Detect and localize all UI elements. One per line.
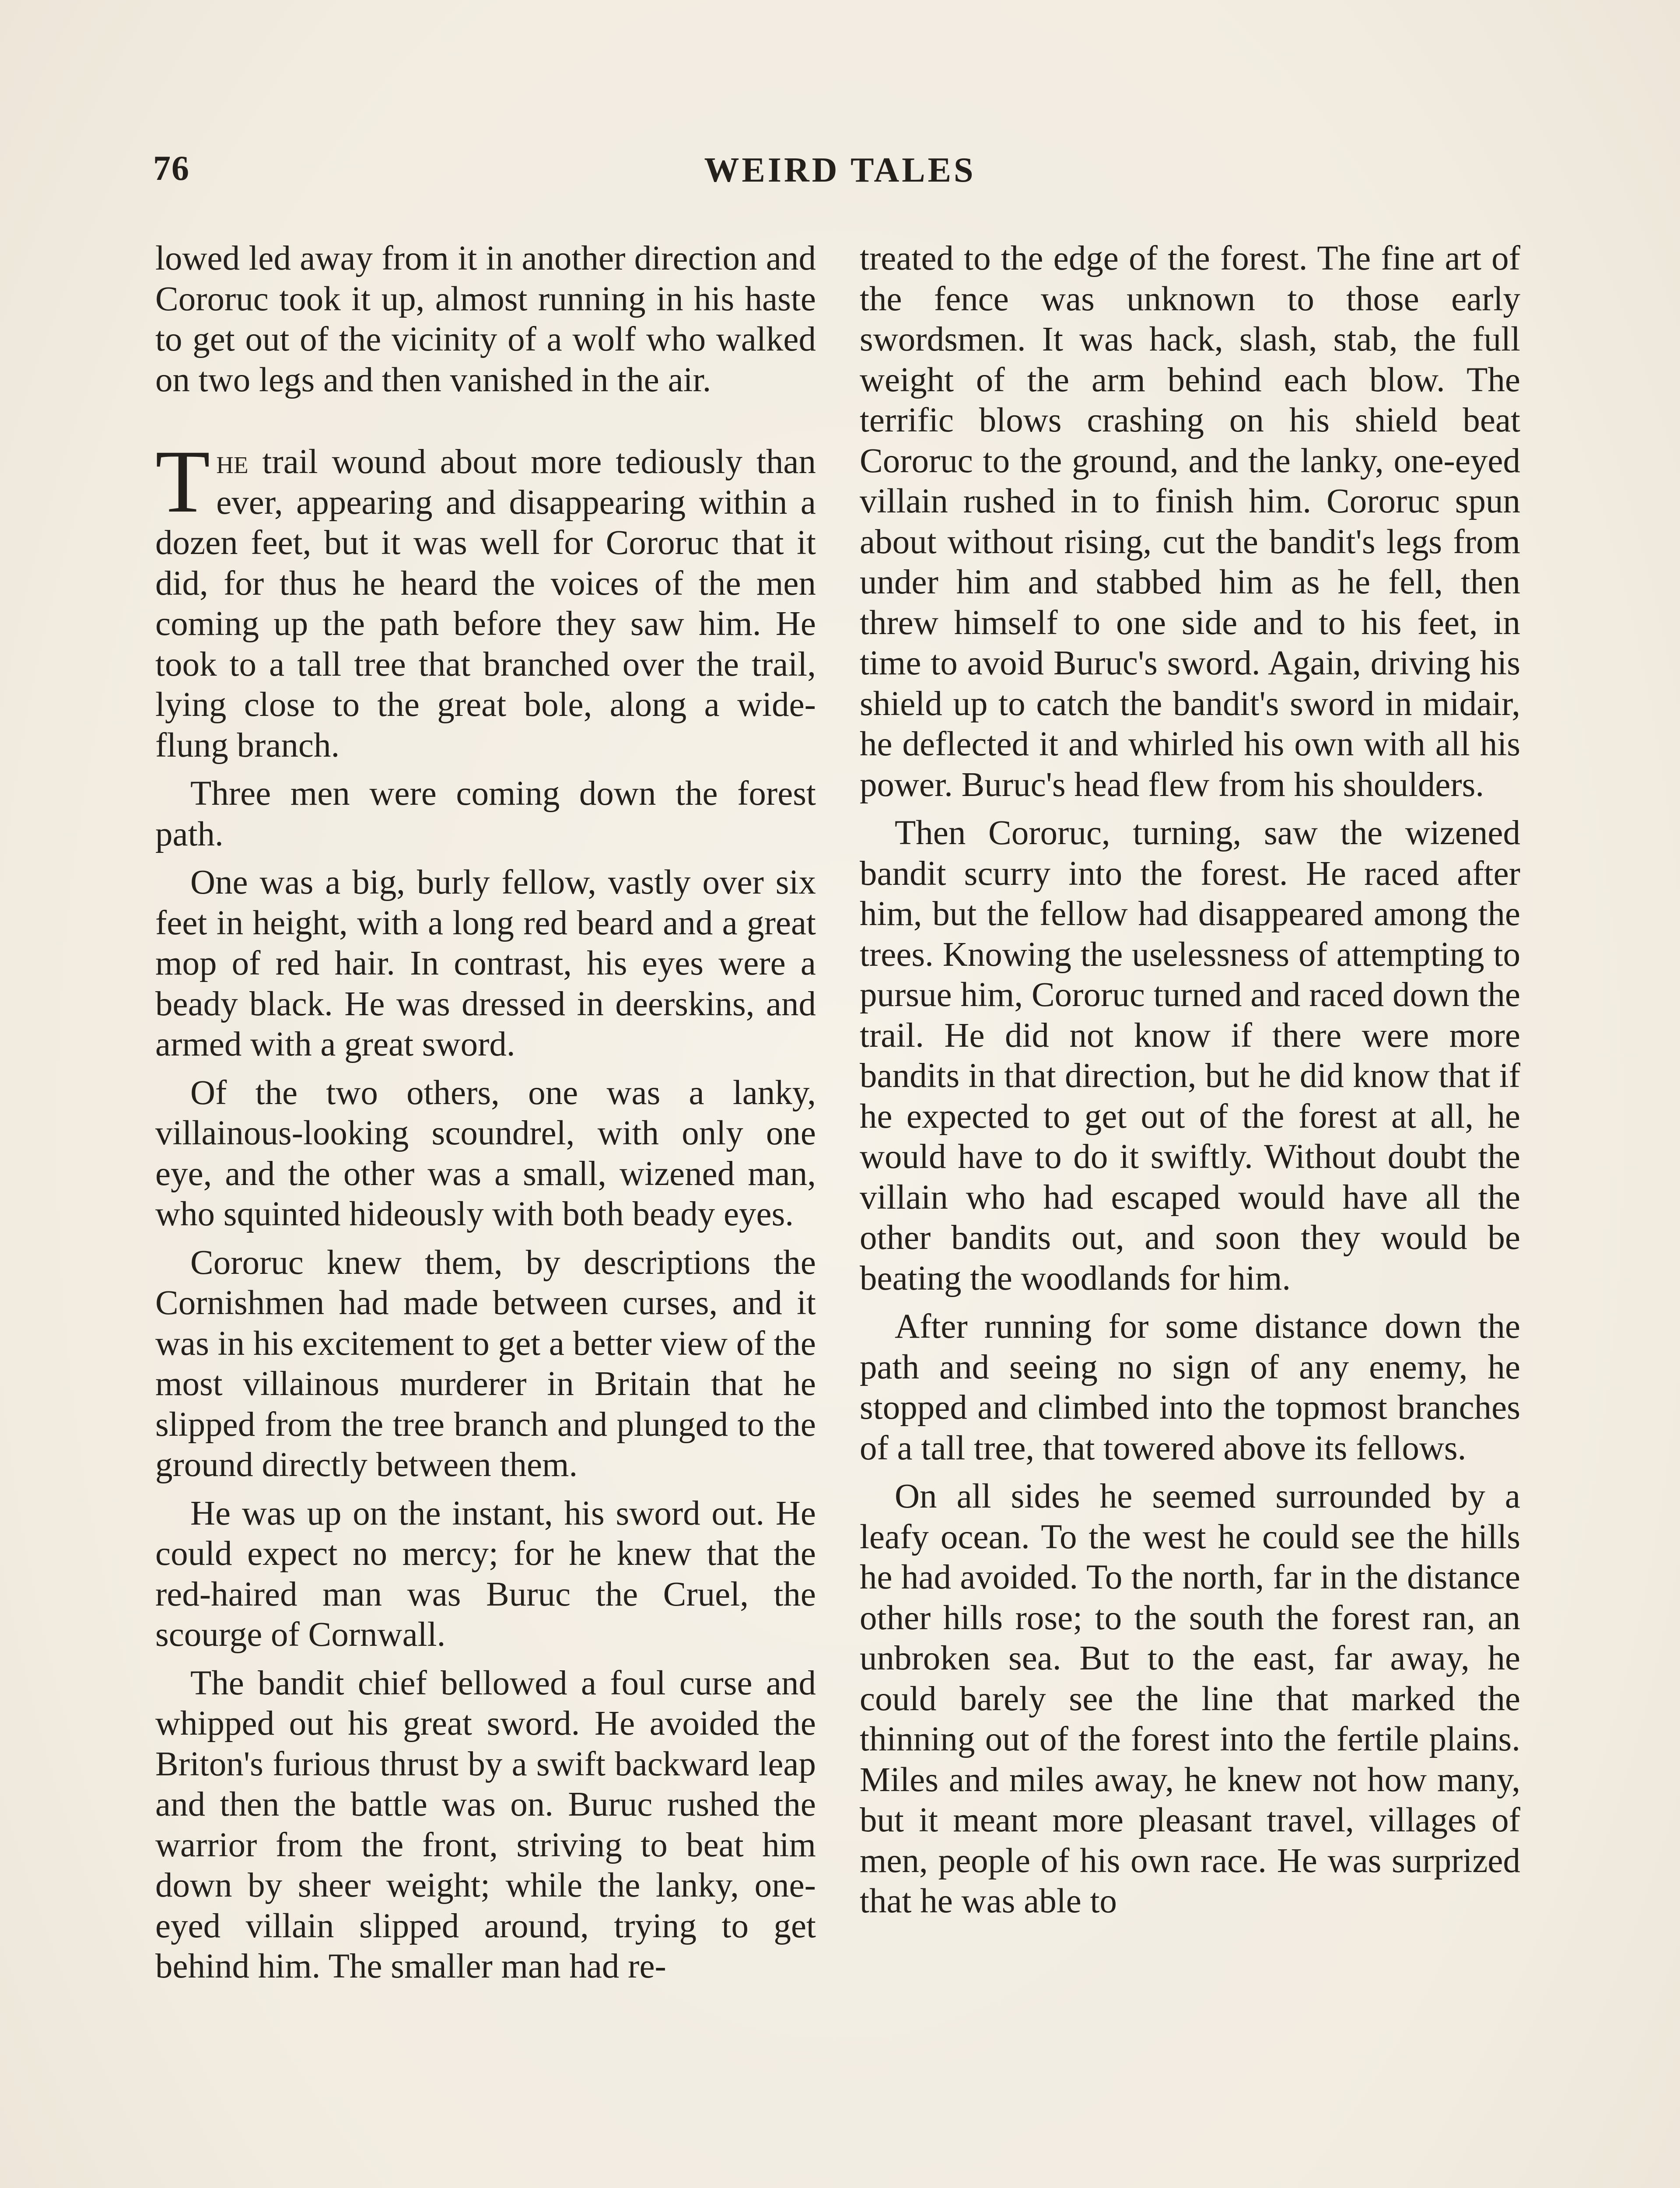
running-title: WEIRD TALES (704, 151, 976, 189)
paragraph-text: trail wound about more tediously than ever, appearing and disappearing within a dozen feet, but it was well for Cororuc that it did, for thus he heard the voices of the men coming up the path before they saw him. He took to a tall tree that branched over the trail, lying close to the great bole, along a wide-flung branch. (155, 443, 816, 764)
paragraph: lowed led away from it in another direction and Cororuc took it up, almost running in his haste to get out of the vicinity of a wolf who walked on two legs and then vanished in the air. (155, 239, 816, 399)
paragraph: One was a big, burly fellow, vastly over six feet in height, with a long red beard and a great mop of red hair. In contrast, his eyes were a beady black. He was dressed in deerskins, and armed with a great sword. (155, 863, 816, 1063)
paragraph: The bandit chief bellowed a foul curse and whipped out his great sword. He avoided the Briton's furious thrust by a swift backward leap and then the battle was on. Buruc rushed the warrior from the front, striving to beat him down by sheer weight; while the lanky, one-eyed villain slipped around, trying to get behind him. The smaller man had re- (155, 1664, 816, 1985)
small-caps-lead: he (216, 443, 248, 481)
paragraph: Three men were coming down the forest path. (155, 775, 816, 853)
paragraph: Then Cororuc, turning, saw the wizened bandit scurry into the forest. He raced after him, but the fellow had disappeared among the trees. Knowing the uselessness of attempting to pursue him, Cororuc turned and raced down the trail. He did not know if there were more bandits in that direction, but he did know that if he expected to get out of the forest at all, he would have to do it swiftly. Without doubt the villain who had escaped would have all the other bandits out, and soon they would be beating the woodlands for him. (860, 814, 1520, 1297)
paragraph: He was up on the instant, his sword out. He could expect no mercy; for he knew that the red-haired man was Buruc the Cruel, the scourge of Cornwall. (155, 1494, 816, 1654)
drop-cap: T (155, 432, 210, 531)
left-column (155, 238, 816, 1995)
paragraph: Of the two others, one was a lanky, villainous-looking scoundrel, with only one eye, and the other was a small, wizened man, who squinted hideously with both beady eyes. (155, 1073, 816, 1233)
paragraph: Cororuc knew them, by descriptions the Cornishmen had made between curses, and it was in his excitement to get a better view of the most villainous murderer in Britain that he slipped from the tree branch and plunged to the ground directly between them. (155, 1243, 816, 1484)
paragraph: On all sides he seemed surrounded by a leafy ocean. To the west he could see the hills he had avoided. To the north, far in the distance other hills rose; to the south the forest ran, an unbroken sea. But to the east, far away, he could barely see the line that marked the thinning out of the forest into the fertile plains. Miles and miles away, he knew not how many, but it meant more pleasant travel, villages of men, people of his own race. He was surprized that he was able to (860, 1477, 1520, 1920)
paragraph: After running for some distance down the path and seeing no sign of any enemy, he stopped and climbed into the topmost branches of a tall tree, that towered above its fellows. (860, 1308, 1520, 1467)
page-header (153, 149, 1527, 201)
page-number: 76 (153, 149, 190, 188)
paragraph: treated to the edge of the forest. The fine art of the fence was unknown to those early swordsmen. It was hack, slash, stab, the full weight of the arm behind each blow. The terrific blows crashing on his shield beat Cororuc to the ground, and the lanky, one-eyed villain rushed in to finish him. Cororuc spun about without rising, cut the bandit's legs from under him and stabbed him as he fell, then threw himself to one side and to his feet, in time to avoid Buruc's sword. Again, driving his shield up to catch the bandit's sword in midair, he deflected it and whirled his own with all his power. Buruc's head flew from his shoulders. (860, 239, 1520, 804)
right-column (860, 238, 1520, 1930)
section-opening-paragraph (155, 432, 816, 766)
